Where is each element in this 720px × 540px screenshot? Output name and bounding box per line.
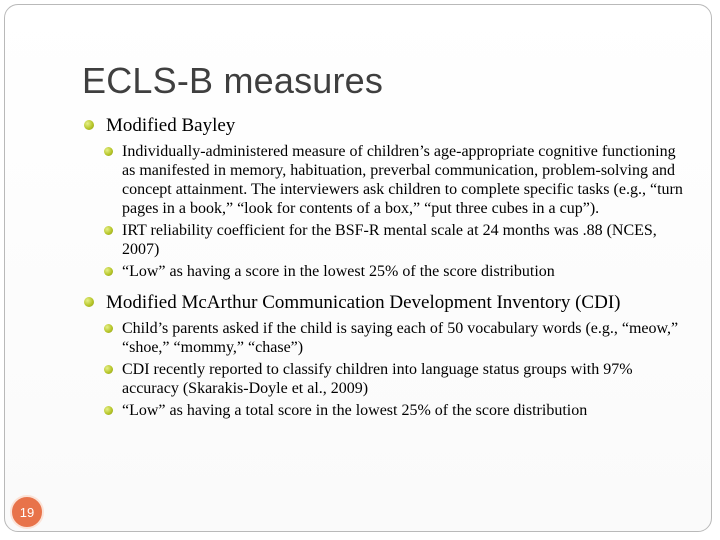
section-heading-cdi xyxy=(80,291,690,315)
list-item xyxy=(102,262,690,281)
list-item-text: IRT reliability coefficient for the BSF-R mental scale at 24 months was .88 (NCES, 2007) xyxy=(122,222,657,258)
list-item xyxy=(102,360,690,398)
bullet-icon xyxy=(104,147,113,156)
slide-content xyxy=(80,114,690,430)
bullet-icon xyxy=(104,406,113,415)
list-item xyxy=(102,319,690,357)
cdi-points xyxy=(102,319,690,420)
bayley-points xyxy=(102,142,690,281)
list-item-text: Individually-administered measure of children’s age-appropriate cognitive functioning as manifested in memory, habituation, preverbal communication, problem-solving and concept attainment. The interviewers ask children to complete specific tasks (e.g., “turn pages in a book,” “look for contents of a box,” “put three cubes in a cup”). xyxy=(122,143,683,217)
bullet-icon xyxy=(84,120,94,130)
list-item xyxy=(102,221,690,259)
section-heading-text: Modified Bayley xyxy=(106,115,236,136)
bullet-icon xyxy=(104,324,113,333)
section-heading-text: Modified McArthur Communication Development Inventory (CDI) xyxy=(106,292,621,313)
bullet-icon xyxy=(104,365,113,374)
bullet-icon xyxy=(84,297,94,307)
list-item xyxy=(102,401,690,420)
page-number-badge: 19 xyxy=(10,495,44,529)
slide-title: ECLS-B measures xyxy=(82,60,384,101)
list-item-text: CDI recently reported to classify children into language status groups with 97% accuracy (Skarakis-Doyle et al., 2009) xyxy=(122,361,633,397)
list-item-text: “Low” as having a score in the lowest 25% of the score distribution xyxy=(122,263,555,280)
list-item xyxy=(102,142,690,218)
list-item-text: “Low” as having a total score in the lowest 25% of the score distribution xyxy=(122,402,588,419)
section-heading-bayley xyxy=(80,114,690,138)
bullet-icon xyxy=(104,267,113,276)
bullet-icon xyxy=(104,226,113,235)
list-item-text: Child’s parents asked if the child is saying each of 50 vocabulary words (e.g., “meow,” “shoe,” “mommy,” “chase”) xyxy=(122,320,679,356)
